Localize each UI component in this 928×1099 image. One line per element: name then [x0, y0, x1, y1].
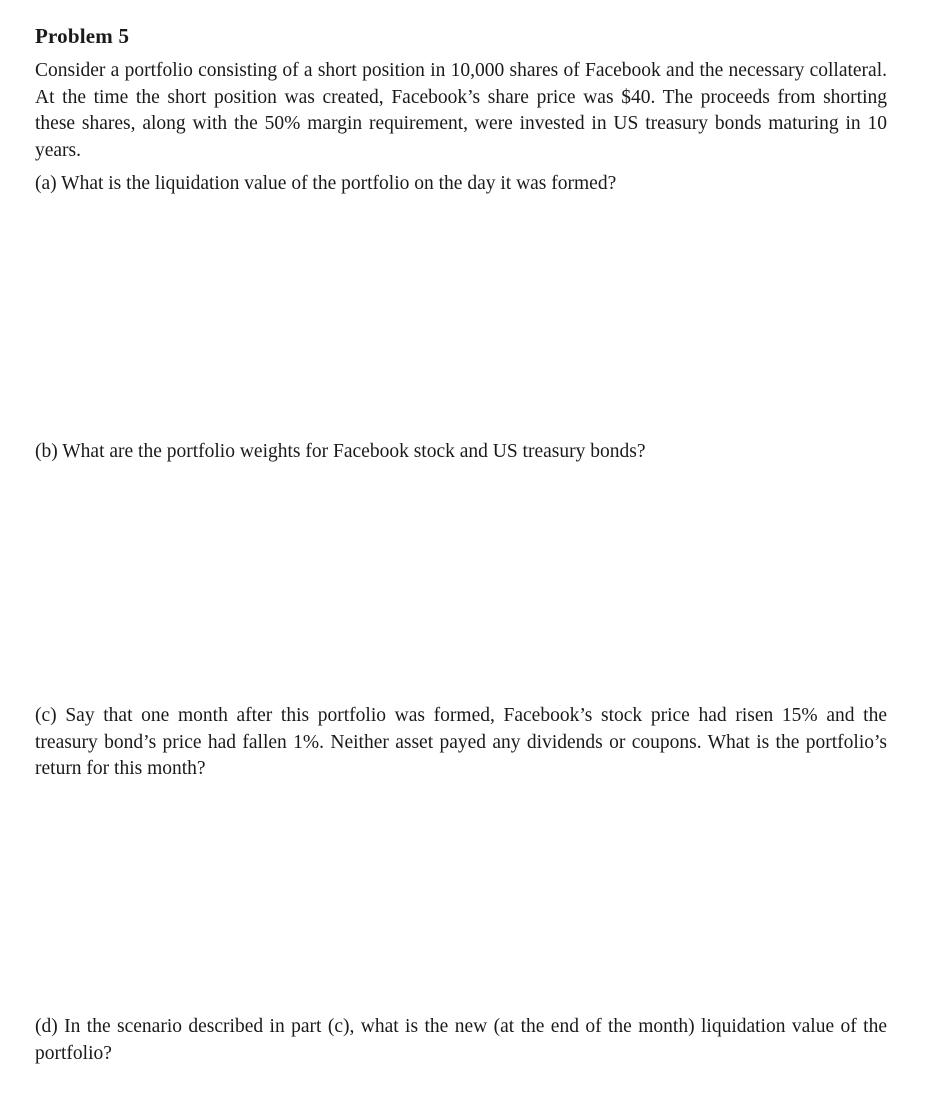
question-d: (d) In the scenario described in part (c), what is the new (at the end of the month) liquidation value of the portfolio? [35, 1016, 887, 1064]
question-c: (c) Say that one month after this portfolio was formed, Facebook’s stock price had risen 15% and the treasury bond’s price had fallen 1%. Neither asset payed any dividends or coupons. What is the portfolio’s return for this month? [35, 705, 887, 779]
question-b: (b) What are the portfolio weights for Facebook stock and US treasury bonds? [35, 441, 646, 462]
question-a: (a) What is the liquidation value of the portfolio on the day it was formed? [35, 173, 617, 194]
problem-intro: Consider a portfolio consisting of a short position in 10,000 shares of Facebook and the necessary collateral. At the time the short position was created, Facebook’s share price was $40. The proceeds from shorting these shares, along with the 50% margin requirement, were invested in US treasury bonds maturing in 10 years. [35, 60, 887, 161]
problem-title: Problem 5 [35, 24, 130, 48]
